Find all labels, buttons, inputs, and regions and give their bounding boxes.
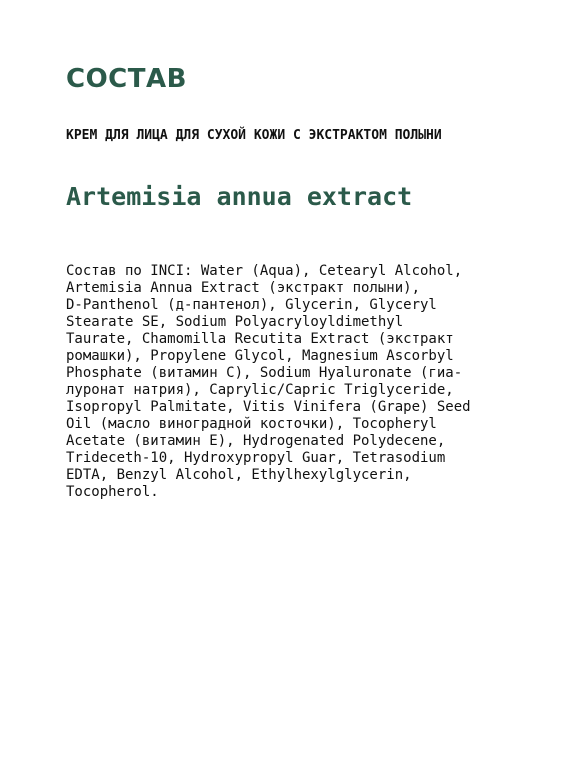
ingredients-line: Taurate, Chamomilla Recutita Extract (экстракт [66, 331, 454, 347]
ingredients-text [66, 263, 511, 501]
ingredients-line: Stearate SE, Sodium Polyacryloyldimethyl [66, 314, 404, 330]
ingredients-line: Oil (масло виноградной косточки), Tocopheryl [66, 416, 437, 432]
ingredients-line: EDTA, Benzyl Alcohol, Ethylhexylglycerin, [66, 467, 412, 483]
ingredients-line: Phosphate (витамин С), Sodium Hyaluronate (гиа- [66, 365, 463, 381]
ingredients-line: луронат натрия), Caprylic/Capric Triglyceride, [66, 382, 454, 398]
page-title: СОСТАВ [66, 64, 187, 94]
extract-heading: Artemisia annua extract [66, 182, 413, 211]
ingredients-line: ромашки), Propylene Glycol, Magnesium Ascorbyl [66, 348, 454, 364]
ingredients-line: Состав по INCI: Water (Aqua), Cetearyl Alcohol, [66, 263, 463, 279]
ingredients-line: Artemisia Annua Extract (экстракт полыни), [66, 280, 421, 296]
ingredients-line: Isopropyl Palmitate, Vitis Vinifera (Grape) Seed [66, 399, 471, 415]
product-subtitle: КРЕМ ДЛЯ ЛИЦА ДЛЯ СУХОЙ КОЖИ С ЭКСТРАКТОМ ПОЛЫНИ [66, 128, 442, 143]
ingredients-line: Acetate (витамин Е), Hydrogenated Polydecene, [66, 433, 446, 449]
ingredients-line: Tocopherol. [66, 484, 159, 500]
ingredients-line: D-Panthenol (д-пантенол), Glycerin, Glyceryl [66, 297, 437, 313]
ingredients-line: Trideceth-10, Hydroxypropyl Guar, Tetrasodium [66, 450, 446, 466]
